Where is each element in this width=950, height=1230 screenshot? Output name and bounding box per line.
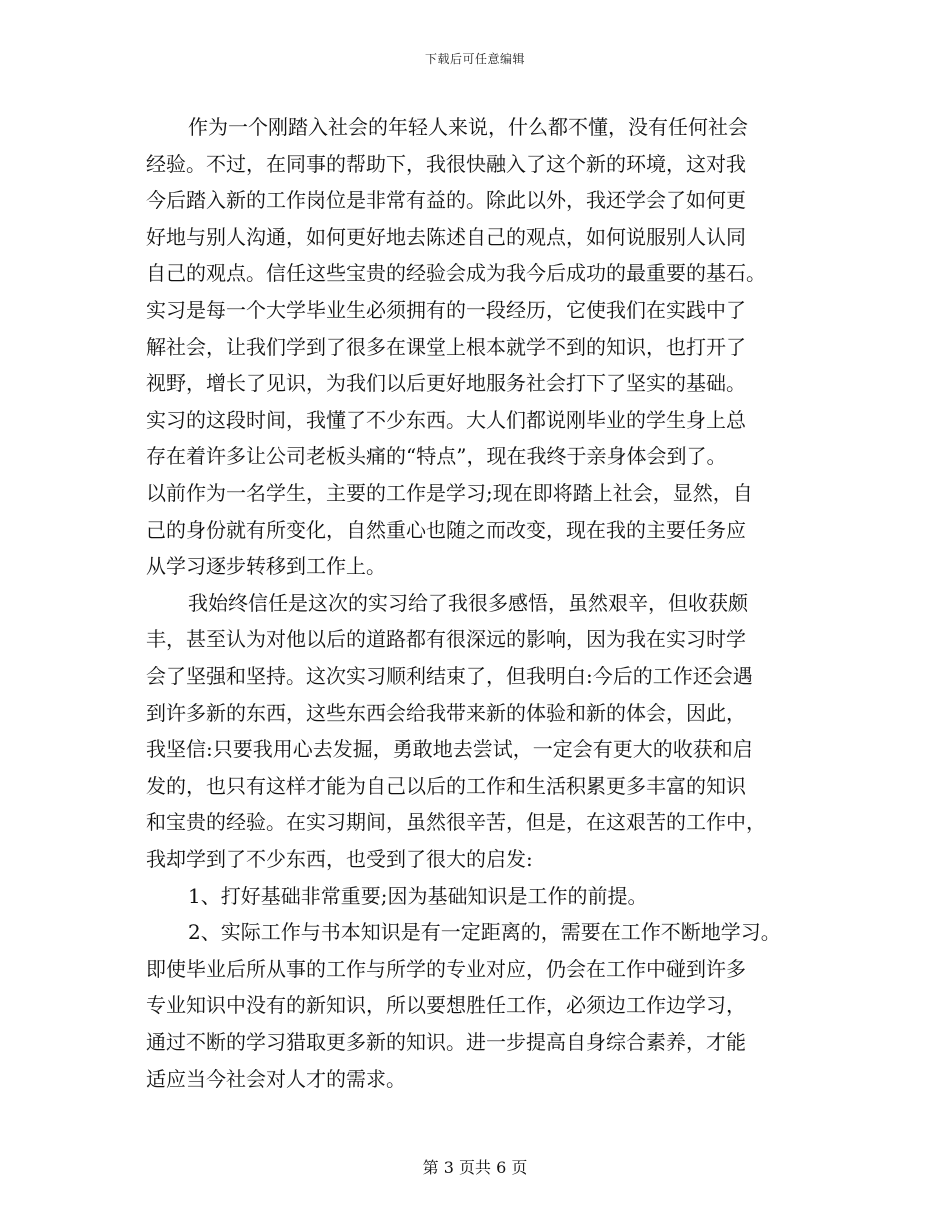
body-line: 实习的这段时间，我懂了不少东西。大人们都说刚毕业的学生身上总 <box>146 408 746 432</box>
body-line: 今后踏入新的工作岗位是非常有益的。除此以外，我还学会了如何更 <box>146 188 746 212</box>
body-line: 存在着许多让公司老板头痛的“特点”，现在我终于亲身体会到了。 <box>146 444 727 468</box>
body-line: 发的，也只有这样才能为自己以后的工作和生活积累更多丰富的知识 <box>146 774 746 798</box>
body-line: 己的身份就有所变化，自然重心也随之而改变，现在我的主要任务应 <box>146 518 746 542</box>
body-line: 1、打好基础非常重要;因为基础知识是工作的前提。 <box>188 884 648 908</box>
body-line: 会了坚强和坚持。这次实习顺利结束了，但我明白:今后的工作还会遇 <box>146 664 753 688</box>
body-line: 自己的观点。信任这些宝贵的经验会成为我今后成功的最重要的基石。 <box>146 261 766 285</box>
body-line: 2、实际工作与书本知识是有一定距离的，需要在工作不断地学习。 <box>188 920 781 944</box>
body-line: 我却学到了不少东西，也受到了很大的启发: <box>146 847 533 871</box>
body-line: 适应当今社会对人才的需求。 <box>146 1067 406 1091</box>
body-line: 好地与别人沟通，如何更好地去陈述自己的观点，如何说服别人认同 <box>146 225 746 249</box>
body-line: 专业知识中没有的新知识，所以要想胜任工作，必须边工作边学习， <box>146 993 746 1017</box>
body-line: 视野，增长了见识，为我们以后更好地服务社会打下了坚实的基础。 <box>146 371 746 395</box>
body-line: 我始终信任是这次的实习给了我很多感悟，虽然艰辛，但收获颇 <box>188 591 748 615</box>
body-line: 和宝贵的经验。在实习期间，虽然很辛苦，但是，在这艰苦的工作中， <box>146 810 766 834</box>
body-line: 作为一个刚踏入社会的年轻人来说，什么都不懂，没有任何社会 <box>188 115 748 139</box>
body-line: 经验。不过，在同事的帮助下，我很快融入了这个新的环境，这对我 <box>146 152 746 176</box>
body-line: 丰，甚至认为对他以后的道路都有很深远的影响，因为我在实习时学 <box>146 627 746 651</box>
body-line: 到许多新的东西，这些东西会给我带来新的体验和新的体会，因此， <box>146 701 746 725</box>
page-number-footer: 第 3 页共 6 页 <box>422 1158 528 1177</box>
body-line: 即使毕业后所从事的工作与所学的专业对应，仍会在工作中碰到许多 <box>146 957 746 981</box>
body-line: 通过不断的学习猎取更多新的知识。进一步提高自身综合素养，才能 <box>146 1030 746 1054</box>
body-line: 我坚信:只要我用心去发掘，勇敢地去尝试，一定会有更大的收获和启 <box>146 737 753 761</box>
body-line: 解社会，让我们学到了很多在课堂上根本就学不到的知识，也打开了 <box>146 335 746 359</box>
body-line: 从学习逐步转移到工作上。 <box>146 554 386 578</box>
page-header-note: 下载后可任意编辑 <box>424 52 525 66</box>
body-line: 实习是每一个大学毕业生必须拥有的一段经历，它使我们在实践中了 <box>146 298 746 322</box>
body-line: 以前作为一名学生，主要的工作是学习;现在即将踏上社会，显然，自 <box>146 481 753 505</box>
